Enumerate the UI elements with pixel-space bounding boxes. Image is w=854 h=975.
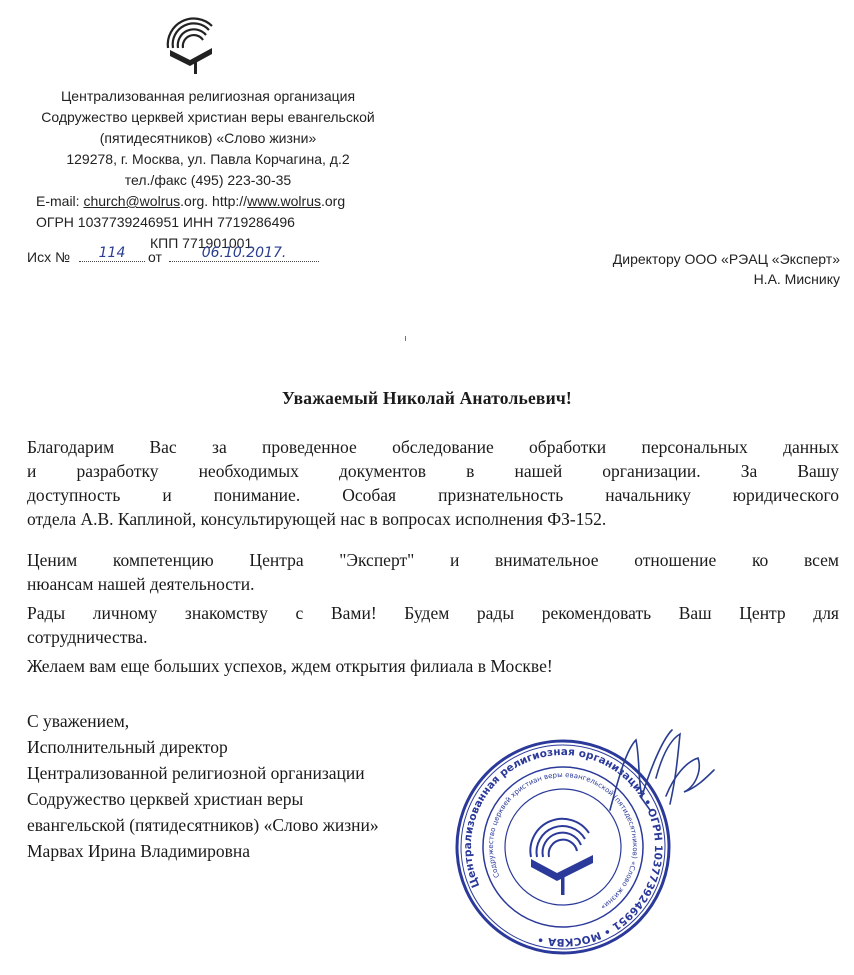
- org-ogrn-inn: ОГРН 1037739246951 ИНН 7719286496: [36, 214, 295, 230]
- closing-line: евангельской (пятидесятников) «Слово жизни»: [27, 815, 379, 835]
- email-link[interactable]: church@wolrus: [83, 193, 181, 209]
- svg-text:Содружество церквей христиан в: Содружество церквей христиан веры евангельской (пятидесятников) «Слово жизни»: [486, 770, 640, 912]
- addressee-name: Н.А. Миснику: [753, 271, 840, 287]
- org-line: Централизованная религиозная организация: [60, 88, 356, 104]
- body-line: Ценим компетенцию Центра "Эксперт" и внимательное отношение ко всем: [27, 550, 839, 570]
- ref-number-label: Исх №: [27, 249, 70, 265]
- org-phone: тел./факс (495) 223-30-35: [124, 172, 292, 188]
- ref-number: 114: [79, 245, 145, 262]
- body-line: доступность и понимание. Особая признательность начальнику юридического: [27, 485, 839, 505]
- body-line: Благодарим Вас за проведенное обследование обработки персональных данных: [27, 437, 839, 457]
- org-line: Содружество церквей христиан веры евангельской: [41, 109, 375, 125]
- body-line: и разработку необходимых документов в нашей организации. За Вашу: [27, 461, 839, 481]
- greeting: Уважаемый Николай Анатольевич!: [282, 388, 572, 408]
- closing-line: Централизованной религиозной организации: [27, 763, 365, 783]
- church-logo-icon: [160, 4, 220, 76]
- ref-date-label: от: [148, 249, 162, 265]
- body-line: нюансам нашей деятельности.: [27, 574, 255, 594]
- org-kpp: КПП 771901001: [150, 235, 253, 251]
- body-line: сотрудничества.: [27, 627, 148, 647]
- email-label: E-mail:: [36, 193, 84, 209]
- closing-line: Содружество церквей христиан веры: [27, 789, 304, 809]
- website-suffix: .org: [320, 193, 346, 209]
- signature-icon: [600, 700, 720, 820]
- org-contacts: [36, 191, 345, 212]
- svg-text:Централизованная религиозная о: Централизованная религиозная организация • ОГРН 1037739246951 • МОСКВА •: [461, 745, 665, 949]
- fold-mark: [405, 336, 406, 341]
- body-line: отдела А.В. Каплиной, консультирующей нас в вопросах исполнения ФЗ-152.: [27, 509, 607, 529]
- reference-line: [27, 245, 327, 271]
- org-line: (пятидесятников) «Слово жизни»: [99, 130, 317, 146]
- closing-line: С уважением,: [27, 711, 130, 731]
- body-line: Желаем вам еще больших успехов, ждем открытия филиала в Москве!: [27, 656, 553, 676]
- email-suffix: .org. http://: [180, 193, 248, 209]
- ref-date: 06.10.2017.: [169, 245, 319, 262]
- signatory-name: Марвах Ирина Владимировна: [27, 841, 251, 861]
- addressee: [613, 249, 840, 289]
- closing-line: Исполнительный директор: [27, 737, 228, 757]
- website-link[interactable]: www.wolrus: [247, 193, 321, 209]
- org-address: 129278, г. Москва, ул. Павла Корчагина, д.2: [66, 151, 350, 167]
- body-line: Рады личному знакомству с Вами! Будем рады рекомендовать Ваш Центр для: [27, 603, 839, 623]
- addressee-position: Директору ООО «РЭАЦ «Эксперт»: [612, 251, 840, 267]
